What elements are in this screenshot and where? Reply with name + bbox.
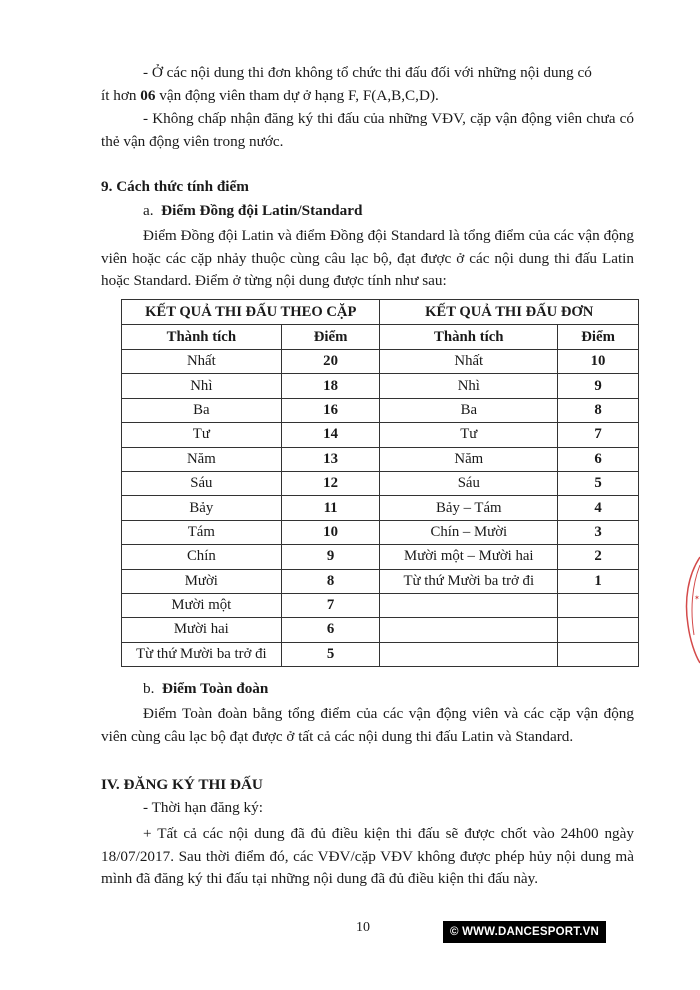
pair-rank-column-header: Thành tích — [122, 325, 282, 350]
pair-points: 12 — [281, 471, 380, 495]
scoring-table — [121, 299, 639, 667]
pair-rank: Mười — [122, 569, 282, 593]
single-points-column-header: Điểm — [558, 325, 639, 350]
subsection-b-text: Điểm Toàn đoàn bằng tổng điểm của các vận động viên và các cặp vận động viên cùng câu lạc bộ đạt được ở tất cả các nội dung thi đấu Latin và Standard. — [101, 705, 634, 745]
table-row — [122, 374, 639, 398]
subsection-a-text: Điểm Đồng đội Latin và điểm Đồng đội Standard là tổng điểm của các vận động viên hoặc các cặp nhảy thuộc cùng câu lạc bộ, đạt được ở các nội dung thi đấu Latin hoặc Standard. Điểm ở từng nội dung được tính như sau: — [101, 227, 634, 289]
table-row — [122, 618, 639, 642]
pair-points: 20 — [281, 350, 380, 374]
pair-points: 10 — [281, 520, 380, 544]
pair-points: 5 — [281, 642, 380, 666]
intro-line-1: - Ở các nội dung thi đơn không tổ chức thi đấu đối với những nội dung có — [143, 64, 592, 81]
single-points: 3 — [558, 520, 639, 544]
pair-points: 13 — [281, 447, 380, 471]
single-points: 9 — [558, 374, 639, 398]
single-results-header: KẾT QUẢ THI ĐẤU ĐƠN — [380, 300, 639, 325]
single-points — [558, 618, 639, 642]
pair-rank: Mười một — [122, 593, 282, 617]
table-row — [122, 398, 639, 422]
single-points: 4 — [558, 496, 639, 520]
single-rank: Sáu — [380, 471, 558, 495]
intro-line-2c: vận động viên tham dự ở hạng F, F(A,B,C,D). — [155, 86, 439, 104]
table-row — [122, 642, 639, 666]
single-rank — [380, 618, 558, 642]
subsection-a-label: a. — [143, 202, 154, 219]
pair-points: 6 — [281, 618, 380, 642]
single-points: 5 — [558, 471, 639, 495]
watermark: © WWW.DANCESPORT.VN — [443, 921, 606, 943]
intro-line-2a: ít hơn — [101, 86, 141, 104]
single-points: 1 — [558, 569, 639, 593]
pair-rank: Tư — [122, 423, 282, 447]
single-rank: Tư — [380, 423, 558, 447]
intro-paragraph-1 — [101, 62, 634, 107]
pair-rank: Ba — [122, 398, 282, 422]
pair-rank: Năm — [122, 447, 282, 471]
pair-rank: Mười hai — [122, 618, 282, 642]
pair-rank: Nhất — [122, 350, 282, 374]
single-points — [558, 642, 639, 666]
single-points: 2 — [558, 545, 639, 569]
table-row — [122, 496, 639, 520]
table-row — [122, 447, 639, 471]
single-rank: Năm — [380, 447, 558, 471]
red-stamp-edge — [680, 555, 700, 665]
single-points: 6 — [558, 447, 639, 471]
pair-rank: Nhì — [122, 374, 282, 398]
pair-points: 8 — [281, 569, 380, 593]
pair-points: 18 — [281, 374, 380, 398]
subsection-a-heading — [143, 200, 362, 223]
subsection-a-title: Điểm Đồng đội Latin/Standard — [161, 202, 363, 219]
single-rank: Bảy – Tám — [380, 496, 558, 520]
deadline-label: - Thời hạn đăng ký: — [143, 799, 263, 816]
table-row — [122, 471, 639, 495]
single-rank: Chín – Mười — [380, 520, 558, 544]
single-points: 8 — [558, 398, 639, 422]
svg-text:✶: ✶ — [694, 594, 700, 602]
pair-points: 11 — [281, 496, 380, 520]
pair-points-column-header: Điểm — [281, 325, 380, 350]
pair-rank: Bảy — [122, 496, 282, 520]
pair-points: 14 — [281, 423, 380, 447]
single-rank: Mười một – Mười hai — [380, 545, 558, 569]
table-row — [122, 350, 639, 374]
single-points — [558, 593, 639, 617]
subsection-b-title: Điểm Toàn đoàn — [161, 680, 269, 697]
pair-points: 9 — [281, 545, 380, 569]
table-row — [122, 545, 639, 569]
single-rank: Nhất — [380, 350, 558, 374]
intro-min-count: 06 — [140, 86, 156, 104]
section-9-title: 9. Cách thức tính điểm — [101, 178, 249, 195]
deadline-text: + Tất cả các nội dung đã đủ điều kiện thi đấu sẽ được chốt vào 24h00 ngày 18/07/2017. Sau thời điểm đó, các VĐV/cặp VĐV không được phép hủy nội dung mà mình đã đăng ký thi đấu tại những nội dung đã đủ điều kiện thi đấu này. — [101, 825, 634, 887]
table-row — [122, 593, 639, 617]
single-rank: Ba — [380, 398, 558, 422]
single-rank — [380, 642, 558, 666]
single-rank-column-header: Thành tích — [380, 325, 558, 350]
single-rank: Từ thứ Mười ba trở đi — [380, 569, 558, 593]
pair-points: 16 — [281, 398, 380, 422]
pair-rank: Chín — [122, 545, 282, 569]
single-points: 10 — [558, 350, 639, 374]
table-row — [122, 423, 639, 447]
subsection-b-label: b. — [143, 680, 155, 697]
single-rank: Nhì — [380, 374, 558, 398]
section-iv-title: IV. ĐĂNG KÝ THI ĐẤU — [101, 776, 263, 793]
pair-results-header: KẾT QUẢ THI ĐẤU THEO CẶP — [122, 300, 380, 325]
pair-points: 7 — [281, 593, 380, 617]
subsection-b-heading — [143, 678, 268, 701]
pair-rank: Sáu — [122, 471, 282, 495]
single-rank — [380, 593, 558, 617]
pair-rank: Tám — [122, 520, 282, 544]
single-points: 7 — [558, 423, 639, 447]
pair-rank: Từ thứ Mười ba trở đi — [122, 642, 282, 666]
intro-paragraph-2: - Không chấp nhận đăng ký thi đấu của những VĐV, cặp vận động viên chưa có thẻ vận động viên trong nước. — [101, 110, 634, 150]
page-number: 10 — [356, 920, 370, 935]
table-row — [122, 569, 639, 593]
table-row — [122, 520, 639, 544]
